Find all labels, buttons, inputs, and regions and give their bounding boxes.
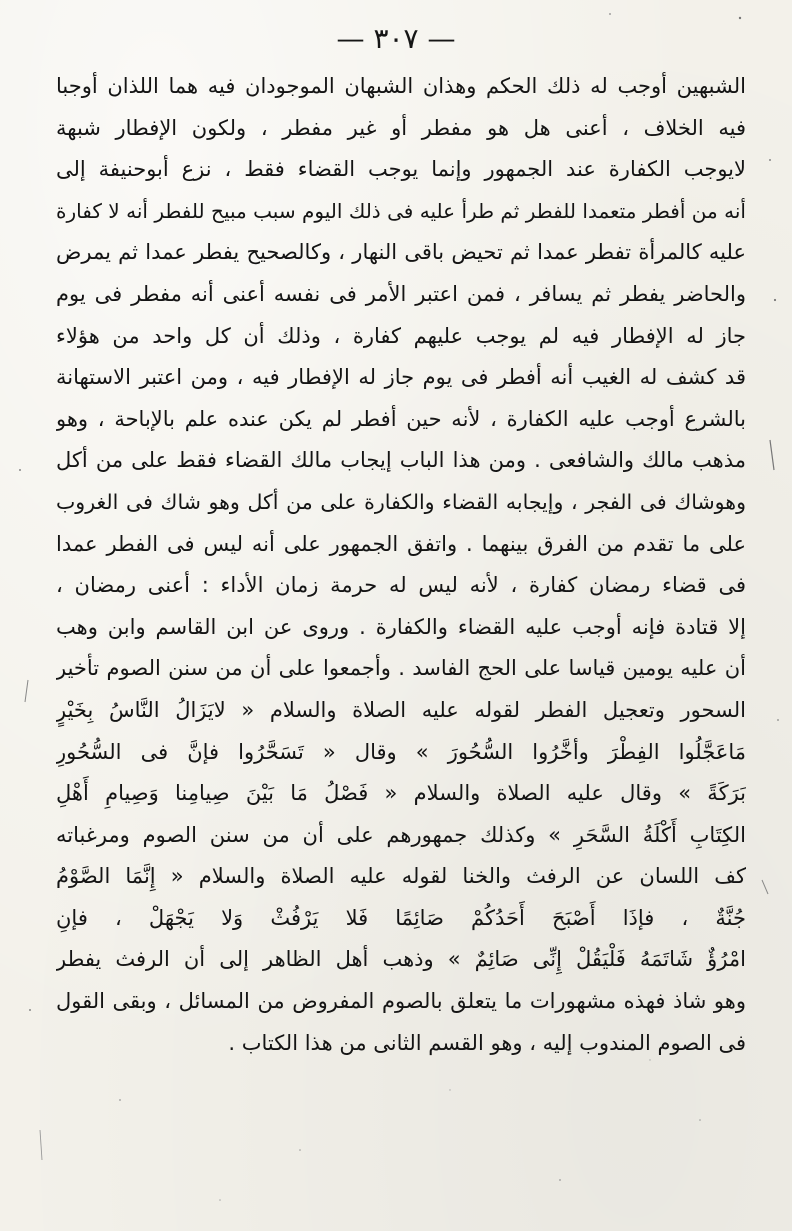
text-line: أن عليه يومين قياسا على الحج الفاسد . وأجمعوا على أن من سنن الصوم تأخير [56,656,746,681]
text-line: جُنَّةٌ ، فإذَا أَصْبَحَ أَحَدُكُمْ صَائِمًا فَلا يَرْفُثْ وَلا يَجْهَلْ ، فإنِ [56,905,746,930]
text-line: لايوجب الكفارة عند الجمهور وإنما يوجب القضاء فقط ، نزع أبوحنيفة إلى [56,157,746,182]
text-line: فيه الخلاف ، أعنى هل هو مفطر أو غير مفطر ، ولكون الإفطار شبهة [56,115,746,140]
text-line: السحور وتعجيل الفطر لقوله عليه الصلاة والسلام « لايَزَالُ النَّاسُ بِخَيْرٍ [56,697,746,722]
page-number: — ٣٠٧ — [336,22,456,55]
text-line: وهوشاك فى الفجر ، وإيجابه القضاء والكفارة على من أكل وهو شاك فى الغروب [56,489,746,514]
text-line: الشبهين أوجب له ذلك الحكم وهذان الشبهان الموجودان فيه هما اللذان أوجبا [56,74,746,98]
text-line: بَرَكَةً » وقال عليه الصلاة والسلام « فَصْلُ مَا بَيْنَ صِيامِنا وَصِيامِ أَهْلِ [56,781,746,806]
text-line: وهو شاذ فهذه مشهورات ما يتعلق بالصوم المفروض من المسائل ، وبقى القول [56,989,746,1014]
text-line: على ما تقدم من الفرق بينهما . واتفق الجمهور على أنه ليس فى الفطر عمدا [56,531,746,556]
text-line: مذهب مالك والشافعى . ومن هذا الباب إيجاب مالك القضاء فقط على من أكل [56,448,746,473]
text-line: كف اللسان عن الرفث والخنا لقوله عليه الصلاة والسلام « إِنَّمَا الصَّوْمُ [56,864,746,889]
text-line: قد كشف له الغيب أنه أفطر فى يوم جاز له الإفطار فيه ، ومن اعتبر الاستهانة [56,365,746,390]
body-text [56,66,746,1064]
text-line: فى الصوم المندوب إليه ، وهو القسم الثانى من هذا الكتاب . [228,1030,746,1055]
text-line: الكِتَابِ أَكْلَةُ السَّحَرِ » وكذلك جمهورهم على أن من سنن الصوم ومرغباته [56,822,746,847]
text-line: والحاضر يفطر ثم يسافر ، فمن اعتبر الأمر فى نفسه أعنى أنه مفطر فى يوم [56,281,746,306]
text-line: بالشرع أوجب عليه الكفارة ، لأنه حين أفطر لم يكن عنده علم بالإباحة ، وهو [56,406,746,431]
text-line: عليه كالمرأة تفطر عمدا ثم تحيض باقى النهار ، وكالصحيح يفطر عمدا ثم يمرض [56,240,746,265]
text-line: جاز له الإفطار فيه لم يوجب عليهم كفارة ، وذلك أن كل واحد من هؤلاء [56,323,746,348]
text-line: مَاعَجَّلُوا الفِطْرَ وأخَّرُوا السُّحُورَ » وقال « تَسَحَّرُوا فإنَّ فى السُّحُورِ [56,739,746,764]
text-line: إلا قتادة فإنه أوجب عليه القضاء والكفارة . وروى عن ابن القاسم وابن وهب [56,614,746,639]
text-line: امْرُؤٌ شَاتَمَهُ فَلْيَقُلْ إِنِّى صَائِمٌ » وذهب أهل الظاهر إلى أن الرفث يفطر [56,947,746,972]
text-line: أنه من أفطر متعمدا للفطر ثم طرأ عليه فى ذلك اليوم سبب مبيح للفطر أنه لا كفارة [56,198,746,223]
text-line: فى قضاء رمضان كفارة ، لأنه ليس له حرمة زمان الأداء : أعنى رمضان ، [56,573,746,598]
